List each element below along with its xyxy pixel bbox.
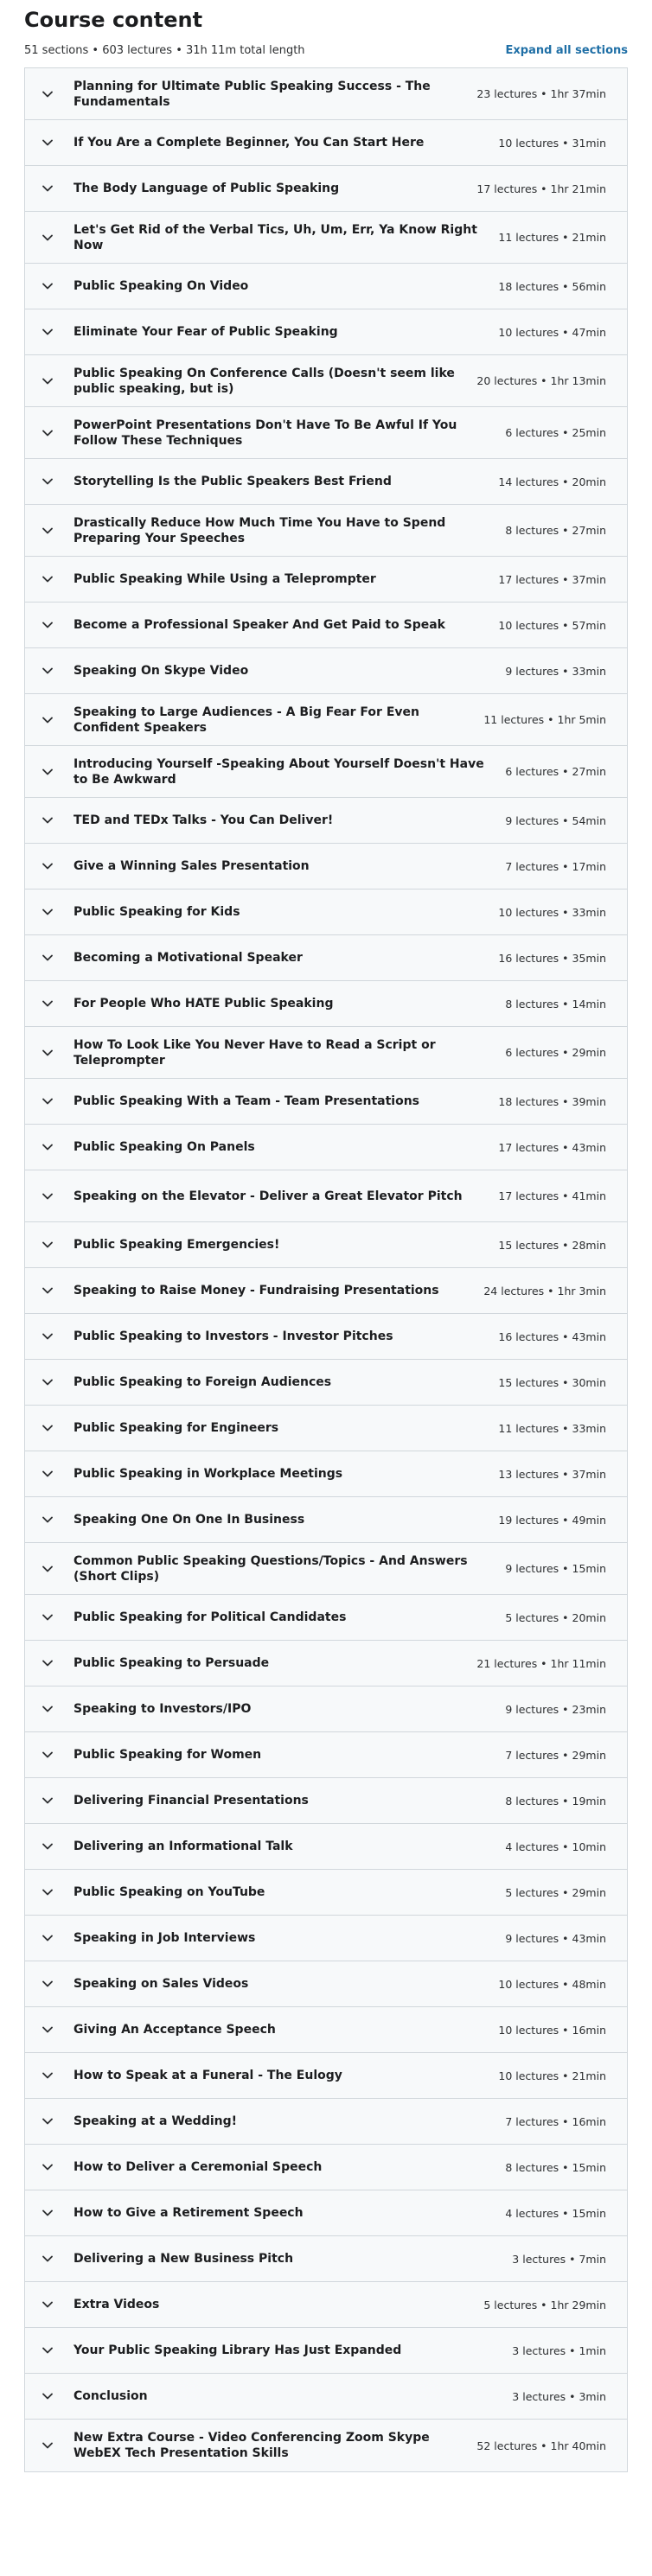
section-row[interactable] [25,2007,627,2053]
section-lecture-info: 9 lectures • 54min [505,813,606,827]
chevron-down-icon [42,1285,53,1296]
section-row[interactable] [25,981,627,1027]
section-title: Public Speaking to Investors - Investor Pitches [74,1329,393,1343]
section-row[interactable] [25,1406,627,1451]
section-lecture-info: 3 lectures • 1min [512,2343,606,2357]
section-row[interactable] [25,2236,627,2282]
section-title: How to Give a Retirement Speech [74,2206,304,2220]
section-title: Public Speaking Emergencies! [74,1238,280,1252]
section-title: Speaking to Investors/IPO [74,1702,252,1716]
section-row[interactable] [25,264,627,309]
section-lecture-info: 10 lectures • 21min [498,2069,606,2082]
section-row[interactable] [25,2328,627,2374]
section-row[interactable] [25,2420,627,2471]
section-lecture-info: 13 lectures • 37min [498,1467,606,1481]
section-lecture-info: 8 lectures • 15min [505,2160,606,2174]
section-title: Delivering a New Business Pitch [74,2252,294,2266]
section-lecture-info: 9 lectures • 23min [505,1702,606,1716]
section-row[interactable] [25,355,627,407]
section-title: Speaking on the Elevator - Deliver a Great Elevator Pitch [74,1189,463,1203]
chevron-down-icon [42,2070,53,2081]
chevron-down-icon [42,1841,53,1852]
section-row[interactable] [25,212,627,264]
section-lecture-info: 8 lectures • 27min [505,524,606,537]
section-title: How to Deliver a Ceremonial Speech [74,2160,323,2174]
section-row[interactable] [25,1451,627,1497]
section-row[interactable] [25,889,627,935]
chevron-down-icon [42,574,53,584]
section-row[interactable] [25,1641,627,1687]
section-title: Public Speaking for Political Candidates [74,1610,347,1624]
section-lecture-info: 10 lectures • 16min [498,2023,606,2037]
chevron-down-icon [42,1469,53,1479]
section-lecture-info: 11 lectures • 1hr 5min [483,713,606,726]
course-meta: 51 sections • 603 lectures • 31h 11m total length [24,43,305,57]
section-title: Introducing Yourself -Speaking About Yourself Doesn't Have to Be Awkward [74,756,484,787]
section-title: How To Look Like You Never Have to Read a Script or Teleprompter [74,1037,436,1068]
section-lecture-info: 10 lectures • 48min [498,1977,606,1991]
section-title: Public Speaking On Conference Calls (Doesn't seem like public speaking, but is) [74,366,455,396]
section-title: Become a Professional Speaker And Get Paid to Speak [74,618,445,632]
section-title: If You Are a Complete Beginner, You Can Start Here [74,136,425,150]
section-title: Public Speaking While Using a Teleprompter [74,572,376,586]
section-title: Public Speaking to Persuade [74,1656,270,1670]
section-title: Becoming a Motivational Speaker [74,951,303,965]
section-row[interactable] [25,459,627,505]
section-title: Public Speaking On Video [74,279,249,293]
section-title: Public Speaking to Foreign Audiences [74,1375,332,1389]
chevron-down-icon [42,715,53,725]
section-title: New Extra Course - Video Conferencing Zoom Skype WebEX Tech Presentation Skills [74,2431,430,2460]
section-row[interactable] [25,120,627,166]
chevron-down-icon [42,1191,53,1202]
section-row[interactable] [25,746,627,798]
section-row[interactable] [25,1824,627,1870]
chevron-down-icon [42,861,53,871]
section-lecture-info: 14 lectures • 20min [498,475,606,488]
section-lecture-info: 11 lectures • 33min [498,1421,606,1435]
chevron-down-icon [42,1564,53,1574]
section-row[interactable] [25,1870,627,1916]
section-lecture-info: 4 lectures • 15min [505,2206,606,2220]
section-title: Speaking in Job Interviews [74,1931,256,1945]
section-row[interactable] [25,505,627,557]
chevron-down-icon [42,1514,53,1525]
chevron-down-icon [42,1704,53,1714]
section-row[interactable] [25,1360,627,1406]
section-row[interactable] [25,1916,627,1961]
section-lecture-info: 21 lectures • 1hr 11min [476,1656,606,1670]
section-lecture-info: 3 lectures • 3min [512,2389,606,2403]
section-row[interactable] [25,1222,627,1268]
chevron-down-icon [42,1331,53,1342]
section-lecture-info: 16 lectures • 35min [498,951,606,965]
section-title: Conclusion [74,2389,148,2403]
section-lecture-info: 24 lectures • 1hr 3min [483,1284,606,1298]
section-row[interactable] [25,2053,627,2099]
section-row[interactable] [25,1268,627,1314]
chevron-down-icon [42,1377,53,1387]
section-row[interactable] [25,1079,627,1125]
section-lecture-info: 9 lectures • 15min [505,1562,606,1575]
section-row[interactable] [25,1314,627,1360]
section-lecture-info: 10 lectures • 33min [498,905,606,919]
section-lecture-info: 23 lectures • 1hr 37min [476,87,606,100]
chevron-down-icon [42,89,53,99]
section-title: Public Speaking With a Team - Team Presentations [74,1094,420,1108]
section-row[interactable] [25,1595,627,1641]
section-title: PowerPoint Presentations Don't Have To Be Awful If You Follow These Techniques [74,418,457,448]
section-lecture-info: 5 lectures • 29min [505,1885,606,1899]
page-title: Course content [24,8,203,32]
section-title: Speaking on Sales Videos [74,1977,249,1991]
section-lecture-info: 8 lectures • 19min [505,1794,606,1808]
section-row[interactable] [25,694,627,746]
chevron-down-icon [42,233,53,243]
section-lecture-info: 17 lectures • 41min [498,1189,606,1202]
chevron-down-icon [42,2254,53,2264]
section-title: Speaking On Skype Video [74,664,249,678]
section-row[interactable] [25,648,627,694]
chevron-down-icon [42,2299,53,2310]
section-row[interactable] [25,1170,627,1222]
section-title: Eliminate Your Fear of Public Speaking [74,325,338,339]
chevron-down-icon [42,2116,53,2126]
section-lecture-info: 5 lectures • 1hr 29min [483,2298,606,2311]
section-lecture-info: 19 lectures • 49min [498,1513,606,1527]
section-lecture-info: 17 lectures • 43min [498,1140,606,1154]
section-lecture-info: 6 lectures • 29min [505,1046,606,1059]
chevron-down-icon [42,1979,53,1989]
section-lecture-info: 11 lectures • 21min [498,231,606,244]
section-title: For People Who HATE Public Speaking [74,997,334,1011]
sections-list [24,67,628,2472]
section-lecture-info: 4 lectures • 10min [505,1840,606,1853]
chevron-down-icon [42,2024,53,2035]
section-lecture-info: 9 lectures • 33min [505,664,606,678]
chevron-down-icon [42,1887,53,1897]
section-lecture-info: 7 lectures • 17min [505,859,606,873]
chevron-down-icon [42,1048,53,1058]
course-meta-row [24,35,628,66]
section-lecture-info: 18 lectures • 39min [498,1094,606,1108]
chevron-down-icon [42,953,53,963]
chevron-down-icon [42,1750,53,1760]
chevron-down-icon [42,376,53,386]
section-lecture-info: 15 lectures • 28min [498,1238,606,1252]
section-title: TED and TEDx Talks - You Can Deliver! [74,813,334,827]
chevron-down-icon [42,998,53,1009]
section-title: Speaking to Raise Money - Fundraising Presentations [74,1284,439,1298]
section-title: Drastically Reduce How Much Time You Have to Spend Preparing Your Speeches [74,515,446,545]
chevron-down-icon [42,1933,53,1943]
chevron-down-icon [42,476,53,487]
section-row[interactable] [25,1778,627,1824]
section-title: Public Speaking in Workplace Meetings [74,1467,343,1481]
section-row[interactable] [25,309,627,355]
chevron-down-icon [42,1142,53,1152]
section-title: Storytelling Is the Public Speakers Best Friend [74,475,392,488]
section-row[interactable] [25,935,627,981]
section-lecture-info: 8 lectures • 14min [505,997,606,1011]
section-lecture-info: 52 lectures • 1hr 40min [476,2439,606,2452]
chevron-down-icon [42,1658,53,1668]
section-title: Delivering an Informational Talk [74,1840,293,1853]
section-lecture-info: 17 lectures • 37min [498,572,606,586]
section-lecture-info: 3 lectures • 7min [512,2252,606,2266]
chevron-down-icon [42,666,53,676]
chevron-down-icon [42,1795,53,1806]
chevron-down-icon [42,2208,53,2218]
section-title: Public Speaking On Panels [74,1140,255,1154]
section-title: Speaking at a Wedding! [74,2114,238,2128]
section-row[interactable] [25,2145,627,2190]
chevron-down-icon [42,767,53,777]
section-lecture-info: 16 lectures • 43min [498,1329,606,1343]
chevron-down-icon [42,1240,53,1250]
section-title: Public Speaking for Women [74,1748,262,1762]
chevron-down-icon [42,281,53,291]
section-row[interactable] [25,798,627,844]
section-title: Common Public Speaking Questions/Topics - And Answers (Short Clips) [74,1553,468,1584]
section-title: The Body Language of Public Speaking [74,182,340,195]
chevron-down-icon [42,1612,53,1623]
section-row[interactable] [25,166,627,212]
section-row[interactable] [25,1543,627,1595]
section-lecture-info: 7 lectures • 29min [505,1748,606,1762]
section-row[interactable] [25,844,627,889]
chevron-down-icon [42,526,53,536]
section-title: Let's Get Rid of the Verbal Tics, Uh, Um, Err, Ya Know Right Now [74,222,477,252]
section-row[interactable] [25,603,627,648]
section-row[interactable] [25,407,627,459]
section-lecture-info: 18 lectures • 56min [498,279,606,293]
section-title: Give a Winning Sales Presentation [74,859,310,873]
section-title: Public Speaking for Engineers [74,1421,279,1435]
chevron-down-icon [42,428,53,438]
chevron-down-icon [42,907,53,917]
section-title: Extra Videos [74,2298,160,2311]
chevron-down-icon [42,2440,53,2451]
section-row[interactable] [25,1961,627,2007]
section-lecture-info: 7 lectures • 16min [505,2114,606,2128]
section-row[interactable] [25,2190,627,2236]
section-row[interactable] [25,1497,627,1543]
chevron-down-icon [42,2345,53,2356]
section-title: Your Public Speaking Library Has Just Expanded [74,2343,402,2357]
section-row[interactable] [25,1027,627,1079]
section-lecture-info: 5 lectures • 20min [505,1610,606,1624]
section-lecture-info: 17 lectures • 1hr 21min [476,182,606,195]
section-row[interactable] [25,2374,627,2420]
section-lecture-info: 6 lectures • 27min [505,765,606,778]
chevron-down-icon [42,137,53,148]
section-lecture-info: 9 lectures • 43min [505,1931,606,1945]
section-title: Speaking One On One In Business [74,1513,305,1527]
section-lecture-info: 10 lectures • 57min [498,618,606,632]
section-row[interactable] [25,68,627,120]
section-title: Public Speaking on YouTube [74,1885,265,1899]
section-row[interactable] [25,1125,627,1170]
chevron-down-icon [42,2391,53,2401]
chevron-down-icon [42,620,53,630]
chevron-down-icon [42,2162,53,2172]
section-row[interactable] [25,2099,627,2145]
chevron-down-icon [42,1096,53,1106]
expand-all-sections-button[interactable]: Expand all sections [505,43,628,57]
section-title: How to Speak at a Funeral - The Eulogy [74,2069,342,2082]
section-row[interactable] [25,1732,627,1778]
section-lecture-info: 20 lectures • 1hr 13min [476,374,606,387]
section-lecture-info: 10 lectures • 31min [498,136,606,150]
section-lecture-info: 6 lectures • 25min [505,426,606,439]
section-lecture-info: 10 lectures • 47min [498,325,606,339]
section-title: Public Speaking for Kids [74,905,240,919]
chevron-down-icon [42,1423,53,1433]
section-title: Speaking to Large Audiences - A Big Fear For Even Confident Speakers [74,705,419,735]
chevron-down-icon [42,815,53,826]
section-row[interactable] [25,1687,627,1732]
section-lecture-info: 15 lectures • 30min [498,1375,606,1389]
section-row[interactable] [25,557,627,603]
section-row[interactable] [25,2282,627,2328]
section-title: Giving An Acceptance Speech [74,2023,276,2037]
section-title: Delivering Financial Presentations [74,1794,309,1808]
chevron-down-icon [42,183,53,194]
chevron-down-icon [42,327,53,337]
section-title: Planning for Ultimate Public Speaking Success - The Fundamentals [74,79,431,109]
